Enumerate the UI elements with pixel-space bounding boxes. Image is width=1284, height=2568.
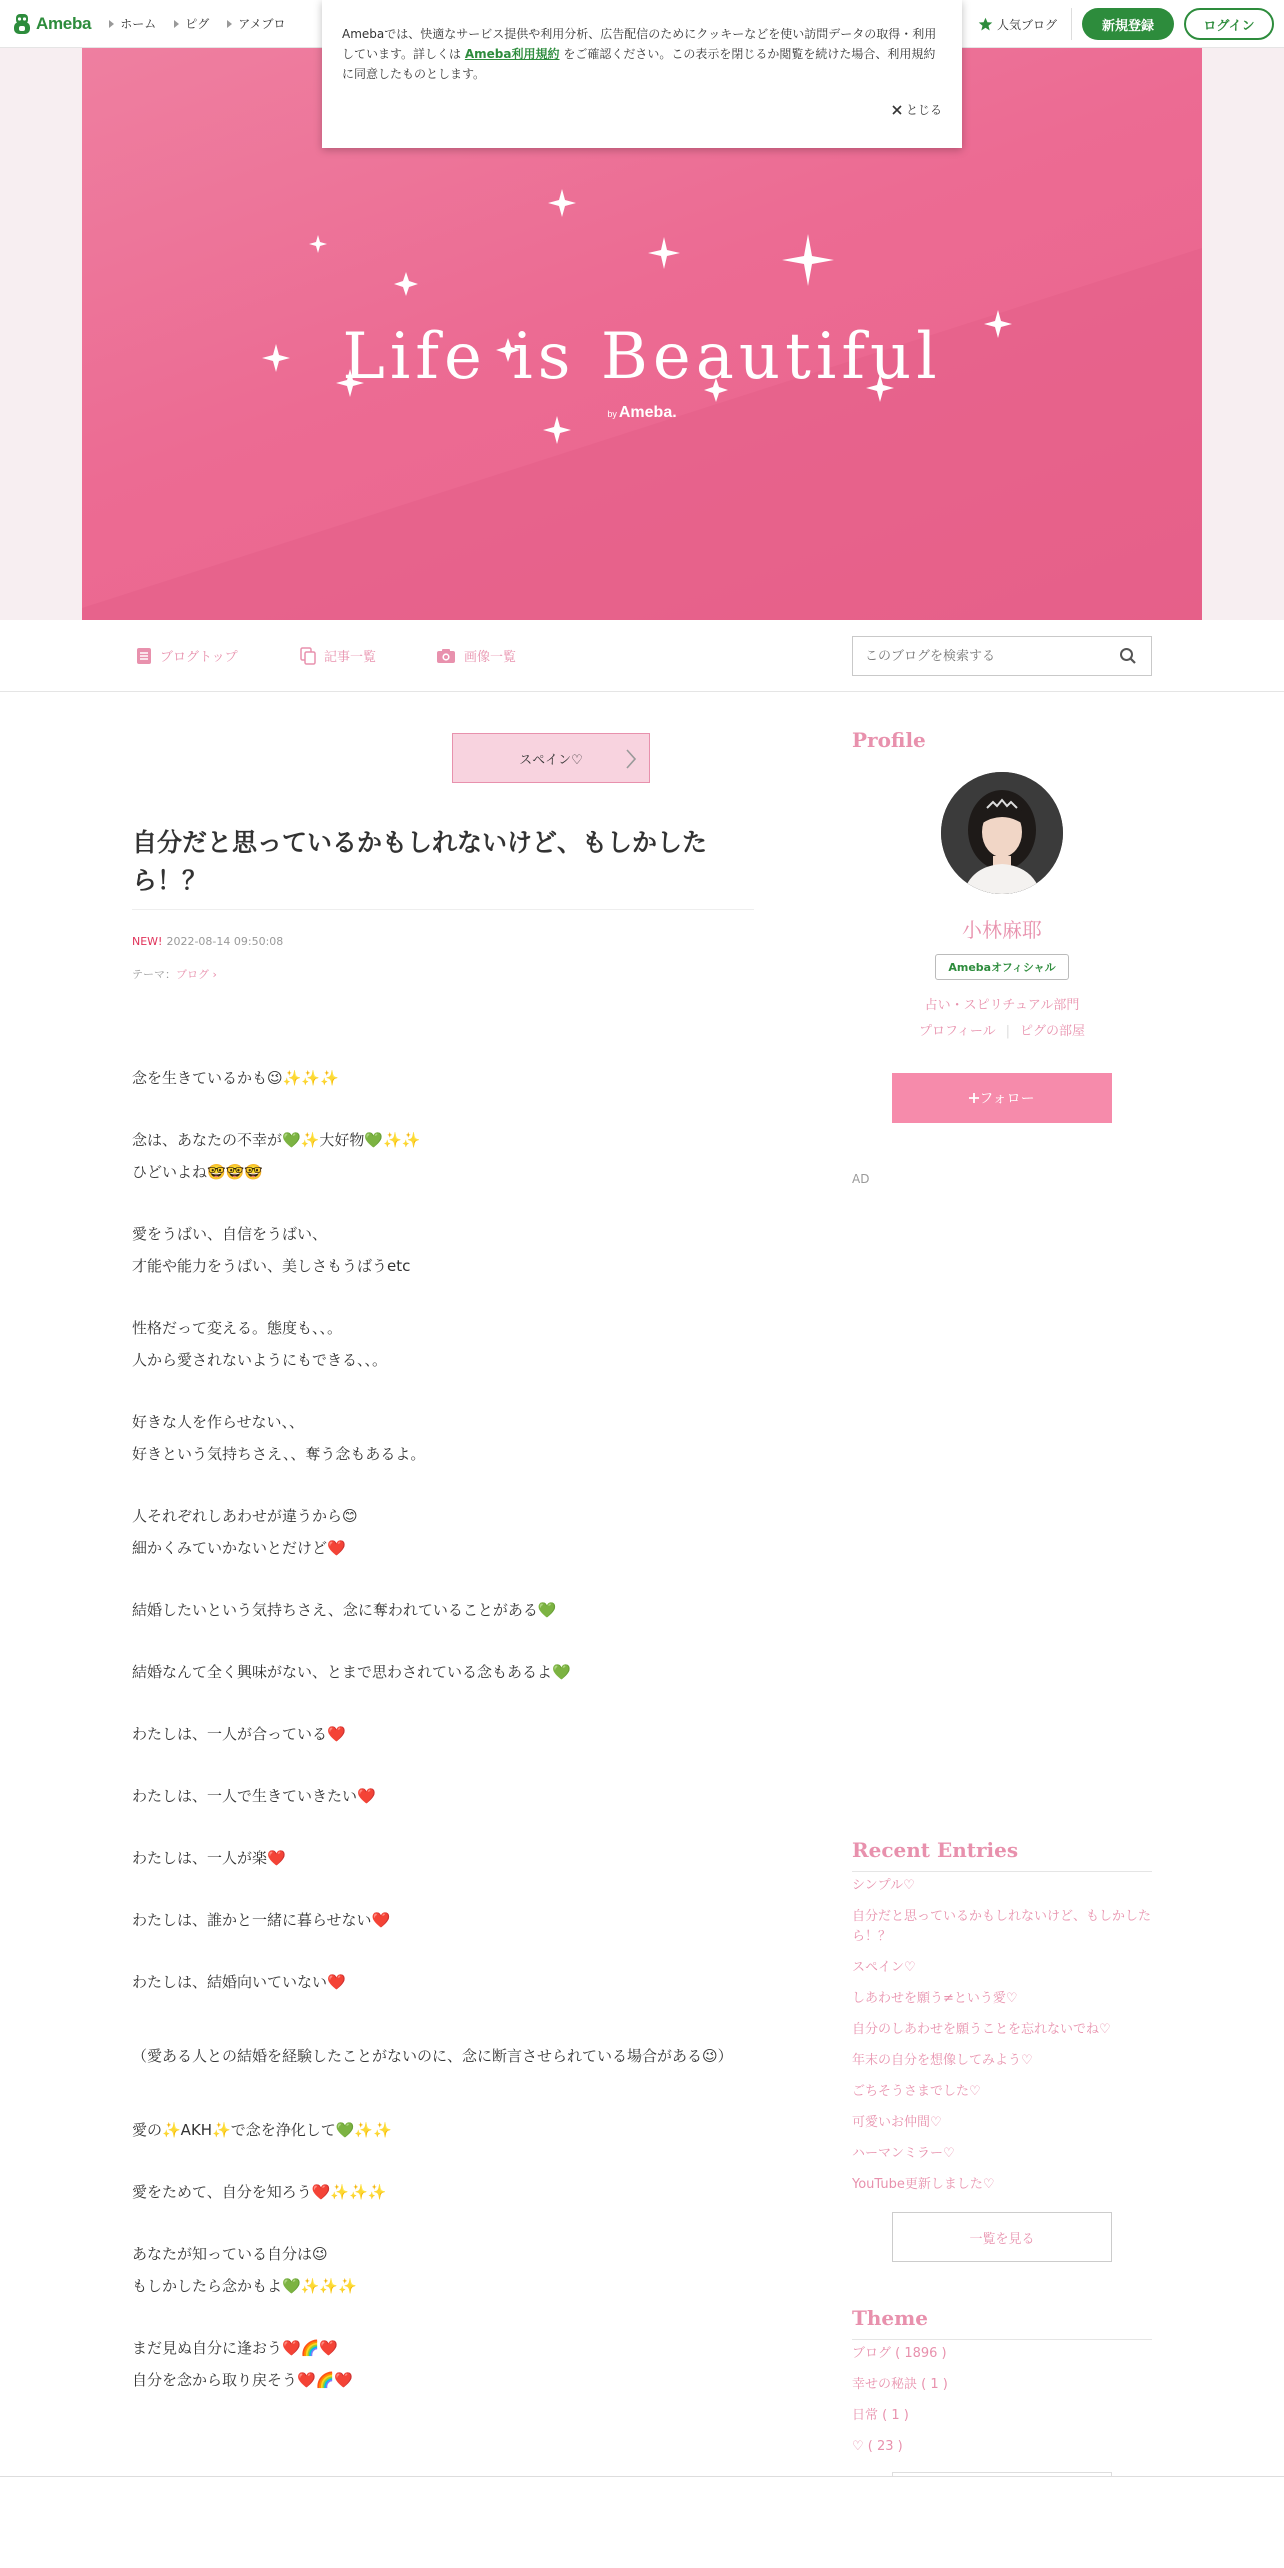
- chevron-right-icon: [625, 748, 637, 770]
- topnav-label: ピグ: [185, 17, 210, 31]
- theme-link[interactable]: 日常 ( 1 ): [852, 2408, 909, 2423]
- cookie-consent-dialog: [322, 0, 962, 148]
- profile-links: [852, 1020, 1152, 1039]
- chevron-right-icon: ›: [209, 968, 217, 981]
- divider: [852, 1871, 1152, 1872]
- topnav-ameblo-link[interactable]: [227, 15, 285, 32]
- header-actions: [978, 8, 1274, 40]
- entry-list-link[interactable]: [300, 646, 376, 665]
- recent-entry-link[interactable]: 自分だと思っているかもしれないけど、もしかしたら！？: [852, 1909, 1152, 1944]
- entry-paragraph: 愛の✨AKH✨で念を浄化して💚✨✨: [132, 2121, 392, 2139]
- arrow-right-icon: [227, 20, 232, 28]
- copy-icon: [300, 647, 316, 665]
- ameba-mascot-icon: [12, 12, 32, 36]
- topnav-label: ホーム: [120, 17, 157, 31]
- entry-theme: [132, 966, 217, 982]
- entry-paragraph: わたしは、一人が合っている❤️: [132, 1725, 346, 1743]
- entry-paragraph: 結婚したいという気持ちさえ、念に奪われていることがある💚: [132, 1601, 557, 1619]
- document-icon: [136, 647, 152, 665]
- sparkle-icon: [394, 272, 418, 296]
- recent-entry-link[interactable]: しあわせを願う≠という愛♡: [852, 1991, 1018, 2006]
- banner-brand: Ameba.: [618, 404, 677, 421]
- topnav-label: アメブロ: [238, 17, 286, 31]
- see-all-entries-button[interactable]: 一覧を見る: [892, 2212, 1112, 2262]
- theme-link[interactable]: ブログ ( 1896 ): [852, 2346, 947, 2361]
- official-badge: Amebaオフィシャル: [935, 954, 1069, 980]
- recent-entry-link[interactable]: ごちそうさまでした♡: [852, 2084, 981, 2099]
- avatar-photo: [941, 772, 1063, 894]
- entry-paragraph: わたしは、一人が楽❤️: [132, 1849, 286, 1867]
- popular-label: 人気ブログ: [996, 17, 1057, 32]
- camera-icon: [436, 648, 456, 664]
- terms-link[interactable]: Ameba利用規約: [464, 47, 560, 61]
- entry-paragraph: 性格だって変える。態度も、、。 人から愛されないようにもできる、、。: [132, 1319, 388, 1369]
- banner-byline: [82, 404, 1202, 422]
- recent-entry-link[interactable]: ハーマンミラー♡: [852, 2146, 955, 2161]
- profile-category-link[interactable]: 占い・スピリチュアル部門: [924, 998, 1080, 1013]
- topnav-home-link[interactable]: [109, 15, 156, 32]
- pigg-room-link[interactable]: ピグの部屋: [1020, 1024, 1086, 1039]
- cookie-close-button[interactable]: [892, 100, 942, 120]
- recent-entry-link[interactable]: スペイン♡: [852, 1960, 916, 1975]
- blog-nav: [0, 620, 1284, 692]
- popular-blogs-link[interactable]: [978, 8, 1072, 40]
- theme-link[interactable]: ♡ ( 23 ): [852, 2439, 903, 2454]
- register-button[interactable]: 新規登録: [1082, 8, 1174, 40]
- entry-datetime: 2022-08-14 09:50:08: [166, 935, 284, 948]
- top-nav: [109, 15, 285, 32]
- banner-by: by: [607, 409, 617, 419]
- entry-paragraph: 愛をうばい、自信をうばい、 才能や能力をうばい、美しさもうばうetc: [132, 1225, 411, 1275]
- ad-label: AD: [852, 1172, 870, 1186]
- blog-top-label: ブログトップ: [160, 650, 238, 665]
- logo-text: Ameba: [36, 13, 92, 33]
- blog-search-box: [852, 636, 1152, 676]
- recent-entry-link[interactable]: YouTube更新しました♡: [852, 2177, 995, 2192]
- image-list-label: 画像一覧: [464, 650, 517, 665]
- close-icon: [892, 105, 902, 115]
- previous-entry-button[interactable]: [452, 733, 650, 783]
- profile-heading: Profile: [852, 728, 926, 752]
- arrow-right-icon: [109, 20, 114, 28]
- profile-avatar[interactable]: [941, 772, 1063, 894]
- theme-link[interactable]: ブログ: [176, 968, 209, 981]
- theme-heading: Theme: [852, 2306, 929, 2330]
- close-label: とじる: [905, 103, 942, 117]
- banner-title: Life is Beautiful: [342, 320, 942, 394]
- entry-paragraph: （愛ある人との結婚を経験したことがないのに、念に断言させられている場合がある😉）: [132, 2047, 733, 2065]
- plus-icon: [969, 1093, 979, 1103]
- entry-paragraph: 好きな人を作らせない、、 好きという気持ちさえ、、奪う念もあるよ。: [132, 1413, 426, 1463]
- follow-button[interactable]: [892, 1073, 1112, 1123]
- entry-paragraph: わたしは、結婚向いていない❤️: [132, 1973, 346, 1991]
- separator: |: [1005, 1024, 1011, 1039]
- search-icon[interactable]: [1119, 647, 1137, 665]
- entry-title: 自分だと思っているかもしれないけど、もしかしたら！？: [132, 828, 708, 895]
- blog-top-link[interactable]: [136, 646, 238, 665]
- recent-entries-heading: Recent Entries: [852, 1838, 1019, 1862]
- recent-entry-link[interactable]: 年末の自分を想像してみよう♡: [852, 2053, 1033, 2068]
- divider: [852, 2339, 1152, 2340]
- entry-paragraph: わたしは、一人で生きていきたい❤️: [132, 1787, 376, 1805]
- bottom-fixed-bar: [0, 2476, 1284, 2568]
- profile-name[interactable]: 小林麻耶: [962, 918, 1042, 942]
- theme-link[interactable]: 幸せの秘訣 ( 1 ): [852, 2377, 948, 2392]
- entry-paragraph: 念は、あなたの不幸が💚✨大好物💚✨✨ ひどいよね🤓🤓🤓: [132, 1131, 421, 1181]
- entry-paragraph: 愛をためて、自分を知ろう❤️✨✨✨: [132, 2183, 387, 2201]
- sparkle-icon: [548, 189, 576, 217]
- blog-search-input[interactable]: [853, 637, 1103, 675]
- divider: [132, 909, 754, 910]
- sparkle-icon: [782, 234, 834, 286]
- image-list-link[interactable]: [436, 646, 516, 665]
- entry-paragraph: 念を生きているかも😉✨✨✨: [132, 1069, 339, 1087]
- follow-label: フォロー: [979, 1091, 1035, 1107]
- entry-meta: [132, 935, 283, 948]
- cookie-text-after: をご確認ください。この表示を閉じるか閲覧を続けた場合、利用規約に同意したものとします。: [342, 47, 936, 81]
- entry-list-label: 記事一覧: [324, 650, 377, 665]
- recent-entry-link[interactable]: シンプル♡: [852, 1878, 915, 1893]
- recent-entry-link[interactable]: 自分のしあわせを願うことを忘れないでね♡: [852, 2022, 1111, 2037]
- entry-body: [132, 1062, 762, 2426]
- profile-link[interactable]: プロフィール: [918, 1024, 996, 1039]
- ameba-logo[interactable]: [12, 12, 91, 36]
- theme-prefix: テーマ：: [132, 968, 176, 981]
- entry-paragraph: わたしは、誰かと一緒に暮らせない❤️: [132, 1911, 391, 1929]
- entry-paragraph: 結婚なんて全く興味がない、とまで思わされている念もあるよ💚: [132, 1663, 571, 1681]
- sparkle-icon: [648, 237, 680, 269]
- entry-paragraph: まだ見ぬ自分に逢おう❤️🌈❤️ 自分を念から取り戻そう❤️🌈❤️: [132, 2339, 354, 2389]
- login-button[interactable]: ログイン: [1184, 8, 1274, 40]
- star-icon: [978, 17, 993, 32]
- sparkle-icon: [309, 235, 327, 253]
- previous-entry-label: スペイン♡: [519, 752, 583, 768]
- arrow-right-icon: [174, 20, 179, 28]
- theme-list: [852, 2344, 1152, 2468]
- topnav-pigg-link[interactable]: [174, 15, 209, 32]
- entry-paragraph: あなたが知っている自分は😉 もしかしたら念かもよ💚✨✨✨: [132, 2245, 357, 2295]
- entry-paragraph: 人それぞれしあわせが違うから😊 細かくみていかないとだけど❤️: [132, 1507, 358, 1557]
- new-badge: NEW!: [132, 935, 163, 948]
- cookie-text-before: Amebaでは、快適なサービス提供や利用分析、広告配信のためにクッキーなどを使い訪問データの取得・利用しています。詳しくは: [342, 27, 937, 61]
- recent-entries-list: [852, 1876, 1152, 2206]
- recent-entry-link[interactable]: 可愛いお仲間♡: [852, 2115, 942, 2130]
